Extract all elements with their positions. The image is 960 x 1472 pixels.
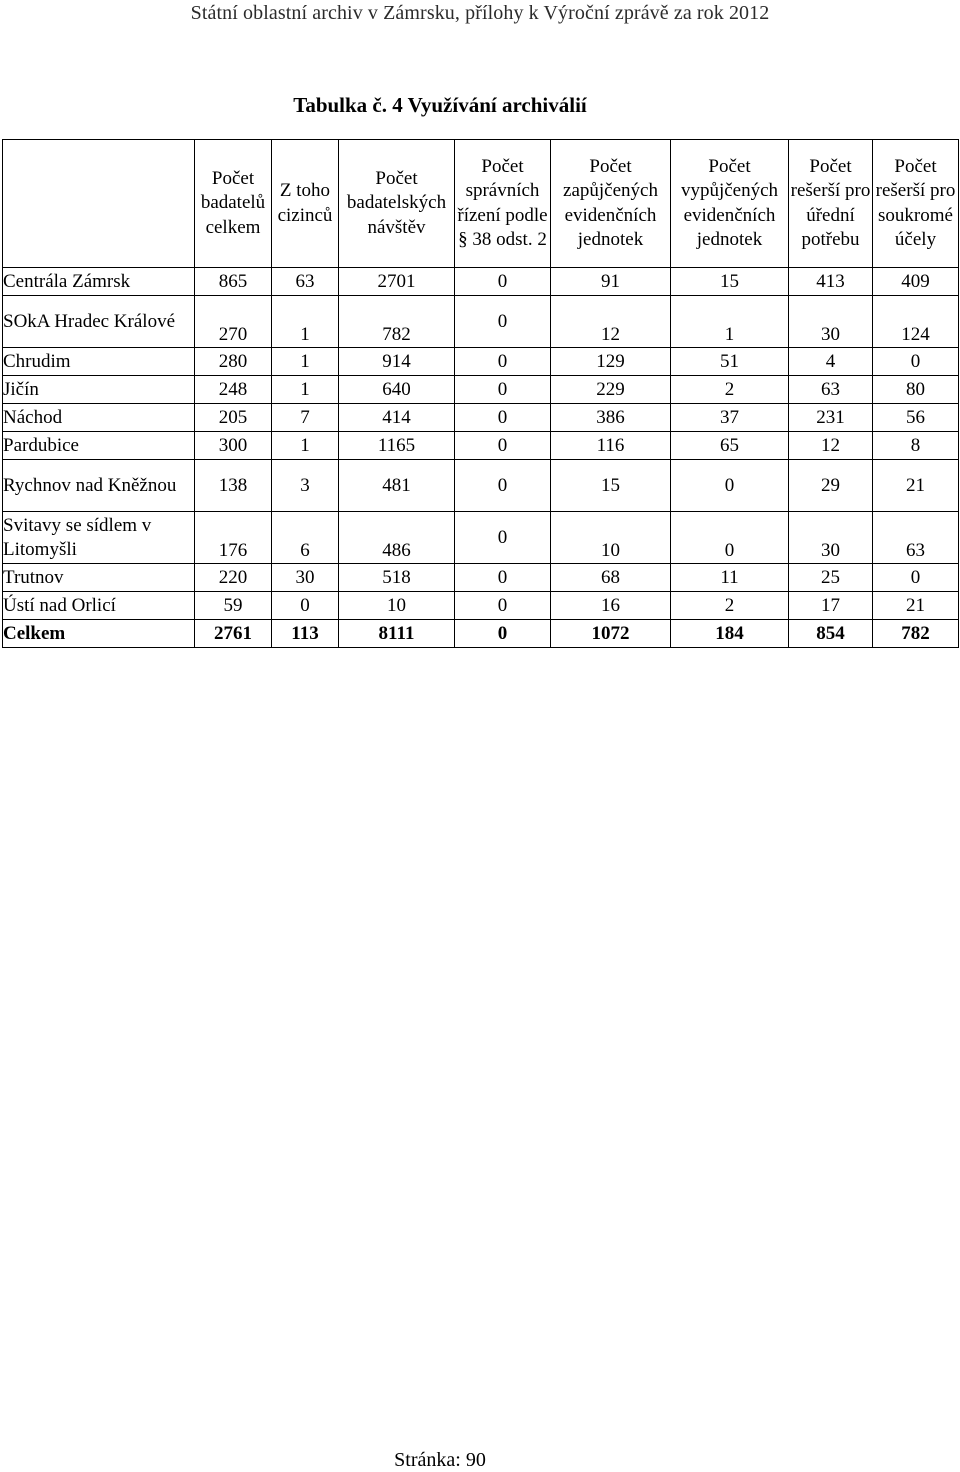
cell-value: 518 bbox=[339, 564, 455, 592]
cell-value: 25 bbox=[789, 564, 873, 592]
cell-value: 205 bbox=[195, 404, 272, 432]
header-cell-borrowed-units: Počet vypůjčených evidenčních jednotek bbox=[671, 140, 789, 268]
total-value: 782 bbox=[873, 620, 959, 648]
row-label: Trutnov bbox=[3, 564, 195, 592]
cell-value: 0 bbox=[671, 512, 789, 564]
cell-value: 0 bbox=[455, 296, 551, 348]
row-label: SOkA Hradec Králové bbox=[3, 296, 195, 348]
cell-value: 1 bbox=[671, 296, 789, 348]
cell-value: 8 bbox=[873, 432, 959, 460]
cell-value: 386 bbox=[551, 404, 671, 432]
cell-value: 30 bbox=[789, 512, 873, 564]
table-header-row bbox=[3, 140, 959, 268]
table-total-row bbox=[3, 620, 959, 648]
cell-value: 56 bbox=[873, 404, 959, 432]
cell-value: 0 bbox=[455, 460, 551, 512]
cell-value: 15 bbox=[671, 268, 789, 296]
table-row bbox=[3, 512, 959, 564]
cell-value: 1 bbox=[272, 376, 339, 404]
cell-value: 116 bbox=[551, 432, 671, 460]
total-value: 2761 bbox=[195, 620, 272, 648]
cell-value: 300 bbox=[195, 432, 272, 460]
cell-value: 1165 bbox=[339, 432, 455, 460]
table-row bbox=[3, 564, 959, 592]
cell-value: 0 bbox=[455, 348, 551, 376]
usage-table bbox=[2, 139, 959, 648]
cell-value: 91 bbox=[551, 268, 671, 296]
cell-value: 0 bbox=[455, 564, 551, 592]
cell-value: 37 bbox=[671, 404, 789, 432]
cell-value: 63 bbox=[272, 268, 339, 296]
cell-value: 21 bbox=[873, 592, 959, 620]
table-row bbox=[3, 268, 959, 296]
cell-value: 7 bbox=[272, 404, 339, 432]
table-body bbox=[3, 140, 959, 648]
cell-value: 2 bbox=[671, 376, 789, 404]
table-title: Tabulka č. 4 Využívání archiválií bbox=[293, 93, 587, 117]
cell-value: 29 bbox=[789, 460, 873, 512]
total-value: 184 bbox=[671, 620, 789, 648]
cell-value: 414 bbox=[339, 404, 455, 432]
row-label: Rychnov nad Kněžnou bbox=[3, 460, 195, 512]
row-label: Svitavy se sídlem v Litomyšli bbox=[3, 512, 195, 564]
cell-value: 65 bbox=[671, 432, 789, 460]
cell-value: 17 bbox=[789, 592, 873, 620]
row-label: Náchod bbox=[3, 404, 195, 432]
cell-value: 63 bbox=[789, 376, 873, 404]
cell-value: 2 bbox=[671, 592, 789, 620]
cell-value: 0 bbox=[455, 404, 551, 432]
cell-value: 280 bbox=[195, 348, 272, 376]
cell-value: 0 bbox=[455, 512, 551, 564]
cell-value: 0 bbox=[455, 592, 551, 620]
cell-value: 138 bbox=[195, 460, 272, 512]
cell-value: 12 bbox=[551, 296, 671, 348]
running-header: Státní oblastní archiv v Zámrsku, přílohy k Výroční zprávě za rok 2012 bbox=[190, 2, 770, 24]
total-value: 0 bbox=[455, 620, 551, 648]
cell-value: 481 bbox=[339, 460, 455, 512]
cell-value: 21 bbox=[873, 460, 959, 512]
header-cell-proceedings: Počet správních řízení podle § 38 odst. 2 bbox=[455, 140, 551, 268]
total-value: 854 bbox=[789, 620, 873, 648]
table-row bbox=[3, 432, 959, 460]
cell-value: 865 bbox=[195, 268, 272, 296]
cell-value: 124 bbox=[873, 296, 959, 348]
header-cell-visits: Počet badatelských návštěv bbox=[339, 140, 455, 268]
cell-value: 51 bbox=[671, 348, 789, 376]
cell-value: 1 bbox=[272, 348, 339, 376]
cell-value: 63 bbox=[873, 512, 959, 564]
total-value: 8111 bbox=[339, 620, 455, 648]
row-label: Ústí nad Orlicí bbox=[3, 592, 195, 620]
cell-value: 3 bbox=[272, 460, 339, 512]
row-label: Pardubice bbox=[3, 432, 195, 460]
cell-value: 0 bbox=[671, 460, 789, 512]
cell-value: 0 bbox=[272, 592, 339, 620]
page-number: Stránka: 90 bbox=[394, 1449, 486, 1471]
table-row bbox=[3, 376, 959, 404]
cell-value: 30 bbox=[789, 296, 873, 348]
header-cell-corner bbox=[3, 140, 195, 268]
table-row bbox=[3, 592, 959, 620]
header-cell-foreigners: Z toho cizinců bbox=[272, 140, 339, 268]
total-value: 113 bbox=[272, 620, 339, 648]
cell-value: 229 bbox=[551, 376, 671, 404]
table-row bbox=[3, 460, 959, 512]
cell-value: 176 bbox=[195, 512, 272, 564]
cell-value: 0 bbox=[455, 432, 551, 460]
cell-value: 220 bbox=[195, 564, 272, 592]
row-label: Chrudim bbox=[3, 348, 195, 376]
cell-value: 1 bbox=[272, 296, 339, 348]
cell-value: 2701 bbox=[339, 268, 455, 296]
table-row bbox=[3, 348, 959, 376]
cell-value: 129 bbox=[551, 348, 671, 376]
cell-value: 270 bbox=[195, 296, 272, 348]
cell-value: 12 bbox=[789, 432, 873, 460]
row-label: Jičín bbox=[3, 376, 195, 404]
cell-value: 15 bbox=[551, 460, 671, 512]
cell-value: 231 bbox=[789, 404, 873, 432]
cell-value: 6 bbox=[272, 512, 339, 564]
cell-value: 59 bbox=[195, 592, 272, 620]
header-cell-lent-units: Počet zapůjčených evidenčních jednotek bbox=[551, 140, 671, 268]
cell-value: 16 bbox=[551, 592, 671, 620]
cell-value: 0 bbox=[455, 376, 551, 404]
cell-value: 0 bbox=[455, 268, 551, 296]
cell-value: 11 bbox=[671, 564, 789, 592]
header-cell-official-searches: Počet rešerší pro úřední potřebu bbox=[789, 140, 873, 268]
cell-value: 413 bbox=[789, 268, 873, 296]
cell-value: 914 bbox=[339, 348, 455, 376]
cell-value: 486 bbox=[339, 512, 455, 564]
cell-value: 248 bbox=[195, 376, 272, 404]
cell-value: 0 bbox=[873, 348, 959, 376]
cell-value: 0 bbox=[873, 564, 959, 592]
header-cell-private-searches: Počet rešerší pro soukromé účely bbox=[873, 140, 959, 268]
cell-value: 30 bbox=[272, 564, 339, 592]
cell-value: 640 bbox=[339, 376, 455, 404]
cell-value: 4 bbox=[789, 348, 873, 376]
total-value: 1072 bbox=[551, 620, 671, 648]
cell-value: 409 bbox=[873, 268, 959, 296]
table-row bbox=[3, 296, 959, 348]
cell-value: 782 bbox=[339, 296, 455, 348]
table-row bbox=[3, 404, 959, 432]
cell-value: 10 bbox=[551, 512, 671, 564]
cell-value: 1 bbox=[272, 432, 339, 460]
cell-value: 68 bbox=[551, 564, 671, 592]
cell-value: 80 bbox=[873, 376, 959, 404]
row-label: Centrála Zámrsk bbox=[3, 268, 195, 296]
header-cell-researchers: Počet badatelů celkem bbox=[195, 140, 272, 268]
total-label: Celkem bbox=[3, 620, 195, 648]
cell-value: 10 bbox=[339, 592, 455, 620]
